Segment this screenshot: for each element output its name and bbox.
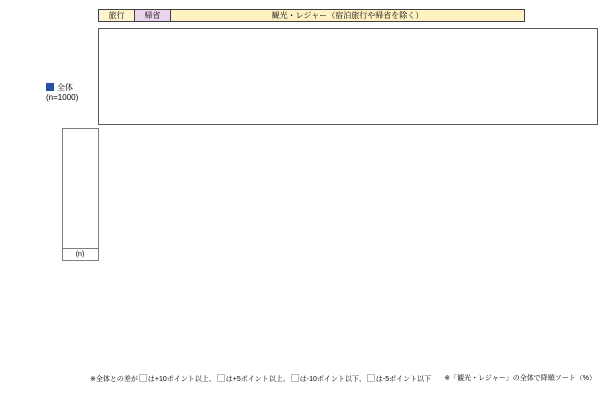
note-prefix: ※全体との差が	[90, 376, 138, 383]
legend-swatch-icon	[46, 83, 54, 91]
lightblue-square-icon	[367, 374, 375, 382]
table-corner	[2, 129, 62, 261]
note-plus10: は+10ポイント以上、	[147, 376, 216, 383]
n-column-header-space	[62, 129, 98, 249]
bar-chart-plot	[98, 28, 598, 125]
tab-homecoming[interactable]: 帰省	[134, 9, 171, 22]
shading-legend-note	[90, 374, 431, 385]
chart-title: 観光・レジャー（宿泊旅行や帰省を除く）	[170, 9, 525, 22]
sort-note: ※「観光・レジャー」の全体で降順ソート（%）	[444, 375, 596, 382]
legend-n: (n=1000)	[46, 93, 79, 102]
yellow-square-icon	[217, 374, 225, 382]
note-minus5: は-5ポイント以下	[375, 376, 432, 383]
chart-legend	[46, 83, 78, 103]
blue-square-icon	[291, 374, 299, 382]
note-minus10: は-10ポイント以下、	[299, 376, 366, 383]
tab-travel[interactable]: 旅行	[98, 9, 135, 22]
note-plus5: は+5ポイント以上、	[225, 376, 290, 383]
n-column-header: (n)	[62, 249, 98, 261]
data-table	[2, 128, 99, 261]
legend-label: 全体	[57, 83, 73, 92]
orange-square-icon	[139, 374, 147, 382]
